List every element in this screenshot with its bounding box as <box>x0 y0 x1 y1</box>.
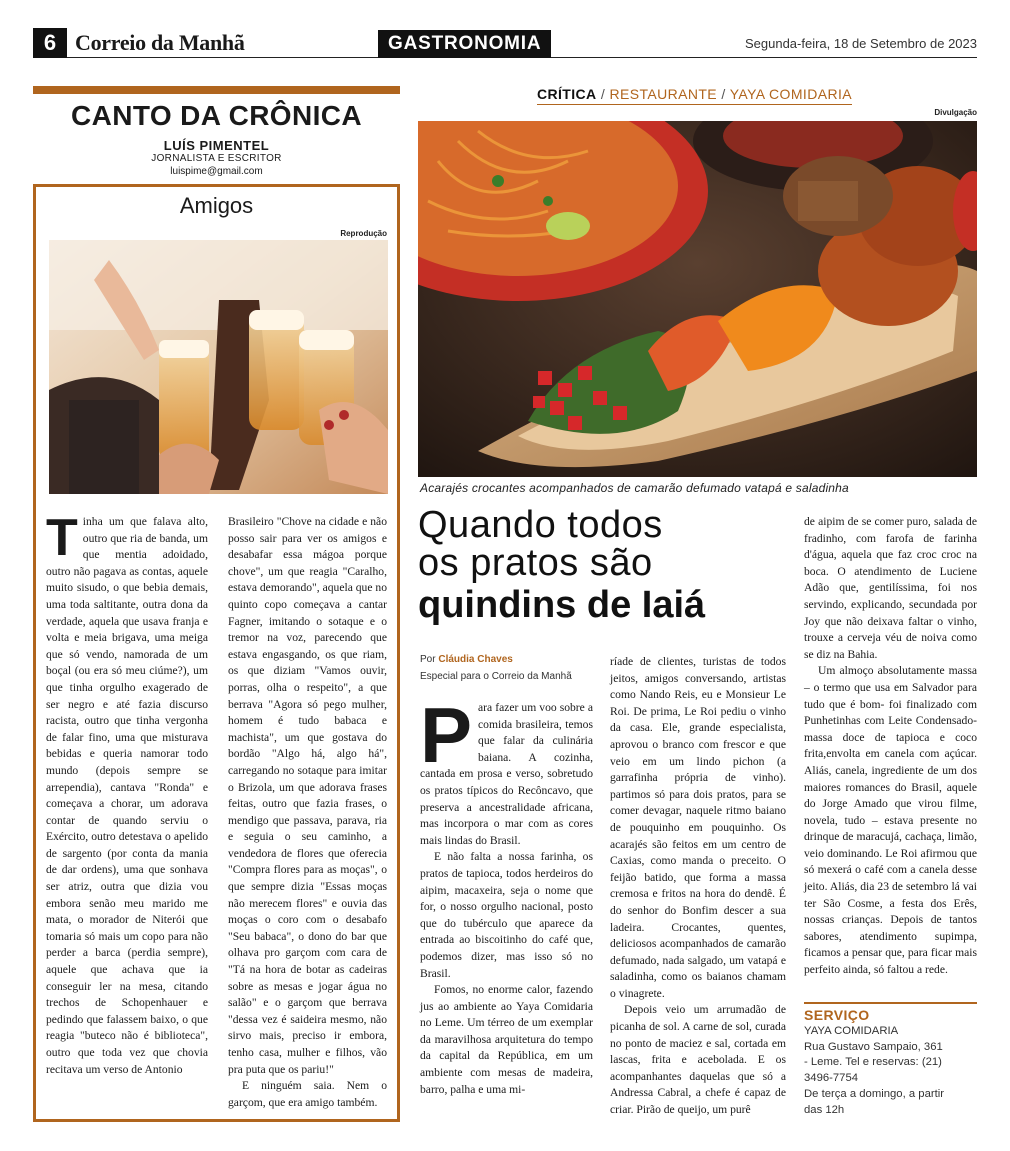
column-author-role: JORNALISTA E ESCRITOR <box>151 153 282 164</box>
article-paragraph: de aipim de se comer puro, salada de fradinho, com farofa de farinha d'água, aquela que faz croc croc na boca. O atendimento de Luciene Adão que, gentilíssima, foi nos servindo, explicando, secundada por Joy que não deixava faltar o vinho, trouxe a cerveja véu de noiva como se diz na Bahia. <box>804 515 977 661</box>
article-paragraph: E não falta a nossa farinha, os pratos de tapioca, todos herdeiros do aipim, macaxeira, seja o nome que for, o nosso orgulho nacional, posto que do tubérculo que aparece da entrada ao biscoitinho do café que, podemos dizer, mas isso só no Brasil. <box>420 850 593 980</box>
chronicle-paragraph: Brasileiro "Chove na cidade e não posso sair para ver os amigos e desabafar essa mágoa porque chove", um que reagia "Caralho, estava demorando", aquela que no quinto copo começava a cantar Fagner, imitando o sotaque e o tremor na voz, parecendo que estava engasgando, os que riam, os que diziam "Vamos ouvir, porras, olha o respeito", a que berrava "Agora só pego mulher, homem é tudo babaca e machista", um que gostava do bordão "Algo há, algo há", carregando no sotaque para imitar o Brizola, um que adorava frases feitas, outro que fazia frases, o mendigo que passava, parava, ria e seguia o seu caminho, a vendedora de flores que oferecia "Compra flores para as moças", o que sempre dizia "Essas moças não merecem flores" e ouvia das moças o coro com o desabafo "Seu babaca", o dono do bar que olhava pro garçom com cara de "Tá na hora de botar as cadeiras sobre as mesas e jogar água no salão" e o garçom que berrava "dessa vez é saideira mesmo, não sirvo mais, preciso ir embora, tenho casa, mulher e filhos, vão pra puta que os pariu!" <box>228 515 387 1076</box>
service-line: - Leme. Tel e reservas: (21) <box>804 1056 942 1069</box>
chronicle-text-col1 <box>46 509 208 1078</box>
article-headline <box>418 506 798 628</box>
drop-cap: P <box>420 691 473 779</box>
article-paragraph: ríade de clientes, turistas de todos jeitos, amigos conversando, artistas como Nando Reis, eu e Monsieur Le Roi. De prima, Le Roi pediu o vinho da casa. Ele, grande especialista, aprovou o branco com frescor e que veio em um lindo pichon (a garrafinha própria de vinho). partimos só para dois pratos, para se comer devagar, naquele ritmo baiano de pouquinho em pouquinho. Os acarajés são feitos em um centro de Caxias, como manda o preceito. O feijão batido, que forma a massa cremosa e fritos na hora do dendê. É do senhor do Bonfim descer a sua ladeira. Crocantes, quentes, deliciosos acompanhados de camarão defumado, nada salgado, um vatapá e saladinha, como os baianos chamam o vinagrete. <box>610 655 786 1000</box>
chronicle-paragraph: Tinha um que falava alto, outro que ria de banda, um que mentia adoidado, outro não pagava as contas, aquele muito sisudo, o que bebia demais, uma toda saltitante, outra dona da verdade, aquela que usava franja e volta e meia brigava, uma meiga que só vendo, namorada de um boçal (ou era só meu ciúme?), um que tinha orgulho exagerado de ser negro e até fazia discurso racista, outro que tinha vergonha de falar fino, uma que misturava bebidas e queria namorar todo mundo (depois sempre se arrependia), cantava "Ronda" e começava a chorar, um adorava contar de quando serviu o Exército, outro detestava o apelido de sargento (por conta da mania de dar ordens), uma que sonhava ser atriz, outra que dizia vou embora senão meu marido me mata, o morador de Niterói que tomaria só mais um copo para não perder a barca (perdia sempre), aquele que achava que ia conseguir ler na mesa, citando trechos de Schopenhauer e pedindo que falassem baixo, o que reagia "buteco não é biblioteca", outro que toda vez que chovia recitava um verso de Antonio <box>46 509 208 1076</box>
article-paragraph: Depois veio um arrumadão de picanha de sol. A carne de sol, curada no ponto de maciez e sal, cortada em lascas, frita e acebolada. E os acompanhantes daquelas que só a Andressa Cabral, a chefe é capaz de criar. Pirão de queijo, um purê <box>610 1003 786 1117</box>
issue-date: Segunda-feira, 18 de Setembro de 2023 <box>744 36 977 51</box>
headline-line: os pratos são <box>418 542 653 584</box>
chronicle-paragraph: E ninguém saia. Nem o garçom, que era amigo também. <box>228 1079 387 1109</box>
photo-caption: Acarajés crocantes acompanhados de camarão defumado vatapá e saladinha <box>420 481 849 495</box>
service-line: De terça a domingo, a partir <box>804 1087 945 1100</box>
article-text-col2 <box>610 654 786 1119</box>
service-line: YAYA COMIDARIA <box>804 1025 899 1037</box>
photo-credit: Divulgação <box>934 108 977 117</box>
author-name: Cláudia Chaves <box>438 654 513 665</box>
friends-toast-photo <box>49 240 388 494</box>
article-text-col3 <box>804 514 977 979</box>
headline-line-bold: quindins de Iaiá <box>418 584 706 626</box>
article-paragraph: Para fazer um voo sobre a comida brasileira, temos que falar da culinária baiana. A cozinha, cantada em prosa e verso, sobretudo os pratos típicos do Recôncavo, que preserva a ancestralidade africana, mas incorpora o mar com as cores mais lindas do Brasil. <box>420 691 593 847</box>
drop-cap: T <box>46 509 78 567</box>
headline-line: Quando todos <box>418 504 663 546</box>
article-byline: Por Cláudia Chaves <box>420 654 513 665</box>
chronicle-title: Amigos <box>179 193 254 218</box>
article-paragraph: Fomos, no enorme calor, fazendo jus ao ambiente ao Yaya Comidaria no Leme. Um térreo de um exemplar da maravilhosa arquitetura do tempo da capital da República, em um ambiente com mesas de madeira, barro, palha e uma mi- <box>420 983 593 1096</box>
chronicle-text-col2 <box>228 514 387 1111</box>
page-number: 6 <box>33 28 67 58</box>
service-info <box>804 1024 984 1118</box>
newspaper-name: Correio da Manhã <box>75 30 245 55</box>
service-line: das 12h <box>804 1103 845 1116</box>
acaraje-dish-photo <box>418 121 977 477</box>
article-text-col1 <box>420 691 593 1098</box>
article-paragraph: Um almoço absolutamente massa – o termo que usa em Salvador para tudo que é bom- foi finalizado com Punhetinhas com Leite Condensado-massa doce de tapioca e coco frita,envolta em canela com açúcar. Aliás, canela, ingrediente de um dos maiores romances do Brasil, aquele do Jorge Amado que virou filme, novela, tudo – estava presente no drinque de maracujá, cachaça, limão, veio dominando. Le Roi afirmou que só mexerá o café com a canela desse jeito. Aliás, dia 23 de setembro lá vai ter São Cosme, a festa dos Erês, nossas crianças. Depois de tantos sabores, atendimento supimpa, ficamos a pensar que, para ficar mais perfeito ainda, só faltou a rede. <box>804 664 977 977</box>
photo-credit: Reprodução <box>340 229 387 238</box>
page-header <box>33 28 977 58</box>
service-line: Rua Gustavo Sampaio, 361 <box>804 1040 943 1053</box>
column-title: CANTO DA CRÔNICA <box>70 100 363 131</box>
service-title: SERVIÇO <box>804 1007 870 1023</box>
column-author-email: luispime@gmail.com <box>170 166 263 177</box>
author-affiliation: Especial para o Correio da Manhã <box>420 671 572 682</box>
service-line: 3496-7754 <box>804 1072 859 1085</box>
service-divider <box>804 1002 977 1004</box>
section-label: GASTRONOMIA <box>378 30 551 58</box>
column-author: LUÍS PIMENTEL <box>163 138 270 153</box>
article-kicker: CRÍTICA / RESTAURANTE / YAYA COMIDARIA <box>537 86 852 105</box>
column-accent-bar <box>33 86 400 94</box>
